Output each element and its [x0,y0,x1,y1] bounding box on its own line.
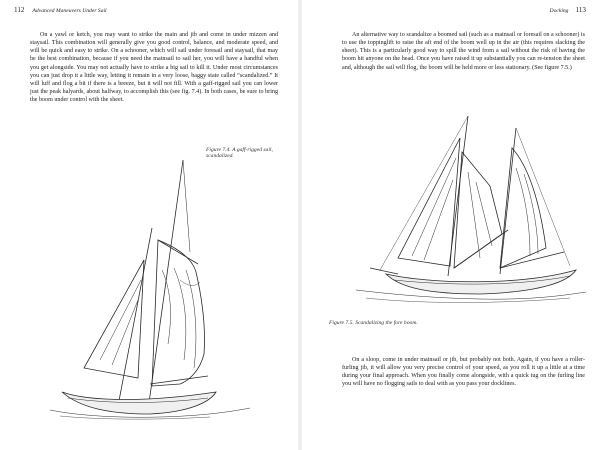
left-page-number: 112 [14,6,25,14]
right-body-paragraph-1: An alternative way to scandalize a boomed sail (such as a mainsail or foresail on a schooner) is to use the toppinglift to raise the aft end of the boom well up in the air (this requires slacking the sheet). This is a particularly good way to spill the wind from a sail without the risk of having the boom hit anyone on the head. Once you have raised it up substantially you can re-tension the sheet and, although the sail will flog, the boom will be held more or less stationary. (See figure 7.5.) [342,32,585,71]
right-body-paragraph-2: On a sloop, come in under mainsail or jib, but probably not both. Again, if you have a roller-furling jib, it will allow you very precise control of your speed, as you roll it up a little at a time during your final approach. When you finally come alongside, with a quick tug on the furling line you will have no flogging sails to deal with as you pass your docklines. [342,357,585,388]
right-running-head [550,6,586,14]
figure-7-4-caption: Figure 7.4. A gaff-rigged sail, scandalized. [206,147,273,160]
left-running-title: Advanced Maneuvers Under Sail [32,8,107,14]
right-running-title: Docking [549,8,569,14]
sailboat-illustration [40,140,260,420]
right-page-number: 113 [575,6,586,14]
schooner-illustration [350,108,590,308]
left-running-head [14,6,107,14]
right-page [300,0,600,450]
left-body-paragraph: On a yawl or ketch, you may want to strike the main and jib and come in under mizzen and staysail. This combination will generally give you good control, balance, and moderate speed, and will be quick and easy to strike. On a schooner, which will sail under foresail and staysail, that may be the best combination, because if you need the mainsail to sail her, you will have a handful when you get alongside. You may not actually have to strike a big sail to kill it. Under most circumstances you can just drop it a little way, letting it remain in a very loose, baggy state called “scandalized.” It will luff and flog a bit if there is a breeze, but it will not fill. With a gaff-rigged sail you can lower just the peak halyards, about halfway, to accomplish this (see fig. 7.4). In both cases, be sure to bring the boom under control with the sheet. [30,32,278,104]
figure-7-5-caption: Figure 7.5. Scandalizing the fore boom. [329,320,418,326]
